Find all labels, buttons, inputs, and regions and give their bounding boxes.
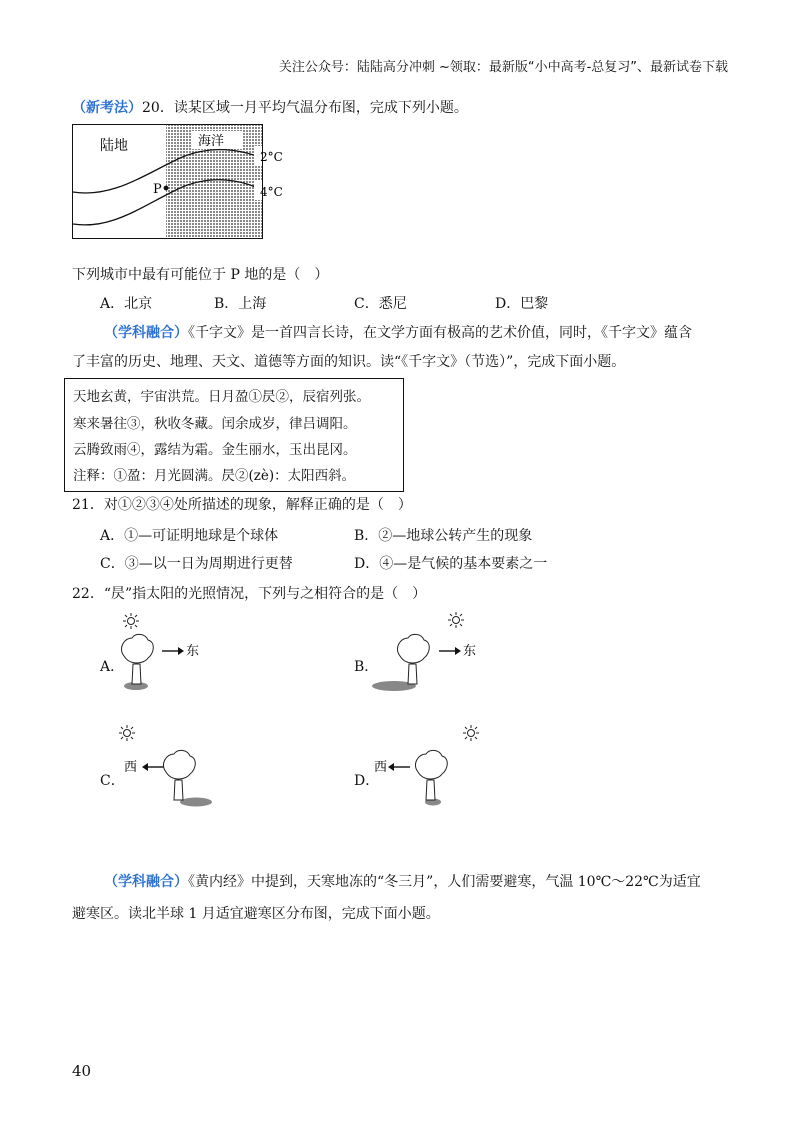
question-20-stem: [72, 97, 468, 117]
ocean-label: 海洋: [198, 134, 225, 149]
option-a-figure: [110, 608, 210, 696]
subject-tag: （学科融合）: [104, 874, 188, 890]
option-d: D．巴黎: [495, 296, 549, 312]
arrow-head: [388, 763, 394, 771]
q22-option-a-label: A．: [100, 659, 125, 675]
direction-label: 东: [186, 644, 200, 659]
poem-line-1: 天地玄黄，宇宙洪荒。日月盈①昃②，辰宿列张。: [73, 389, 370, 405]
arrow-head: [455, 647, 461, 655]
intro-text: 《黄内经》中提到，天寒地冻的“冬三月”，人们需要避寒，气温 10℃～22℃为适宜: [188, 874, 701, 890]
direction-label: 西: [374, 760, 388, 775]
isotherm-2-label: 2°C: [260, 150, 283, 164]
intro-2-line-2: 避寒区。读北半球 1 月适宜避寒区分布图，完成下面小题。: [72, 906, 440, 922]
sun-icon: [448, 612, 464, 628]
isotherm-4-label: 4°C: [260, 185, 283, 199]
direction-label: 东: [463, 644, 477, 659]
sun-icon: [463, 725, 479, 741]
point-p-label: P: [153, 182, 162, 197]
tree-icon: [122, 634, 154, 684]
q21-option-a: A．①—可证明地球是个球体: [100, 528, 279, 544]
option-d-figure: [364, 720, 484, 812]
q21-option-d: D．④—是气候的基本要素之一: [354, 556, 548, 572]
intro-2-line-1: [104, 871, 701, 891]
poem-box: [64, 378, 404, 492]
question-tag: （新考法）: [72, 100, 142, 116]
option-c: C．悉尼: [354, 296, 407, 312]
question-20-question: 下列城市中最有可能位于 P 地的是（ ）: [72, 267, 329, 283]
poem-annotation: 注释：①盈：月光圆满。昃②(zè)：太阳西斜。: [73, 468, 356, 484]
arrow-head: [178, 647, 184, 655]
option-b: B．上海: [214, 296, 267, 312]
tree-icon: [164, 750, 196, 800]
point-p-marker: [164, 186, 169, 191]
tree-icon: [416, 750, 448, 800]
question-text: 20．读某区域一月平均气温分布图，完成下列小题。: [142, 100, 468, 116]
option-b-figure: [364, 608, 484, 696]
q21-option-c: C．③—以一日为周期进行更替: [100, 556, 293, 572]
q21-option-b: B．②—地球公转产生的现象: [354, 528, 533, 544]
option-a: A．北京: [100, 296, 153, 312]
q22-option-d-label: D．: [354, 773, 380, 789]
subject-tag: （学科融合）: [104, 325, 188, 341]
sun-icon: [119, 725, 135, 741]
option-c-figure: [110, 720, 230, 812]
question-22-stem: 22．“昃”指太阳的光照情况，下列与之相符合的是（ ）: [72, 586, 427, 602]
poem-line-2: 寒来暑往③，秋收冬藏。闰余成岁，律吕调阳。: [73, 416, 357, 432]
page-header: 关注公众号：陆陆高分冲刺 ~领取：最新版“小中高考-总复习”、最新试卷下载: [278, 60, 728, 75]
tree-icon: [398, 634, 430, 684]
sun-icon: [123, 613, 139, 629]
poem-line-3: 云腾致雨④，露结为霜。金生丽水，玉出昆冈。: [73, 442, 357, 458]
intro-1-line-1: [104, 322, 692, 342]
temperature-map: [72, 124, 283, 240]
q22-option-b-label: B．: [354, 659, 379, 675]
q22-option-c-label: C．: [100, 773, 125, 789]
shadow: [180, 798, 212, 807]
question-21-stem: 21．对①②③④处所描述的现象，解释正确的是（ ）: [72, 497, 412, 513]
intro-text: 《千字文》是一首四言长诗，在文学方面有极高的艺术价值，同时，《千字文》蕴含: [188, 325, 692, 341]
intro-1-line-2: 了丰富的历史、地理、天文、道德等方面的知识。读“《千字文》（节选）”，完成下面小题。: [72, 354, 626, 370]
land-label: 陆地: [100, 138, 128, 154]
page-number: 40: [72, 1062, 92, 1080]
arrow-head: [142, 763, 148, 771]
direction-label: 西: [124, 760, 138, 775]
